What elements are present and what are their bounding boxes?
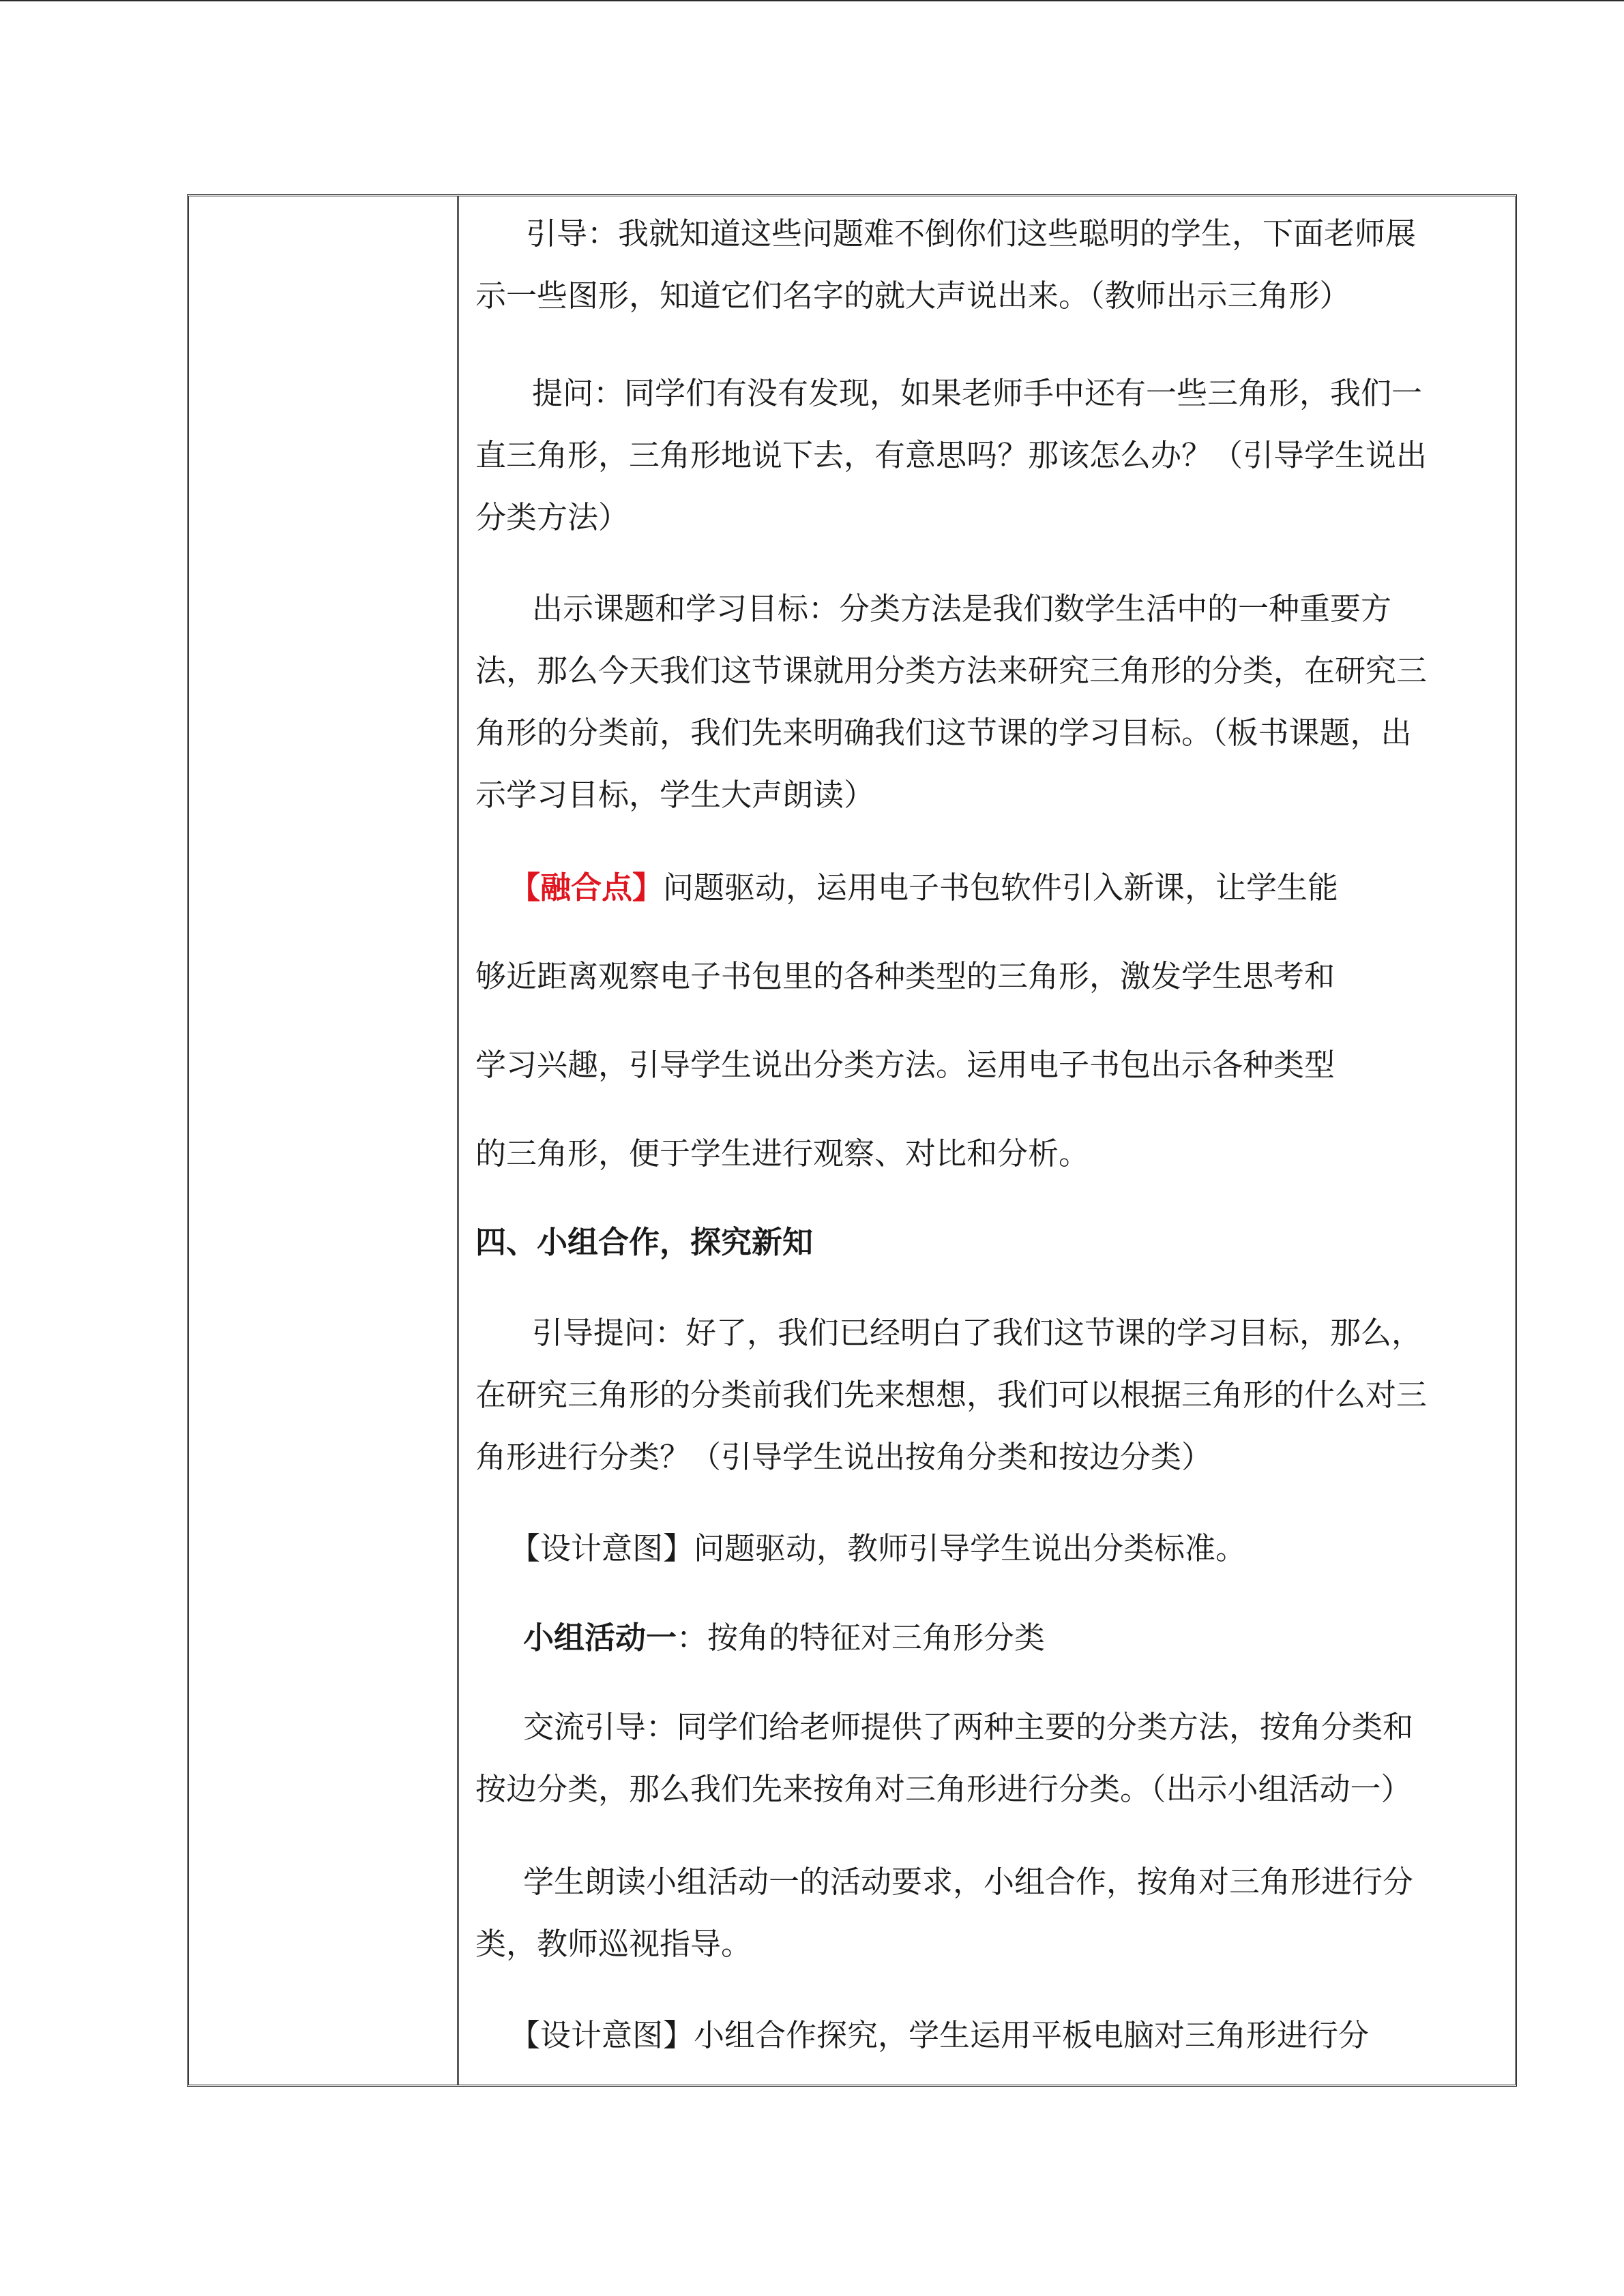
lesson-plan-table <box>187 194 1517 2087</box>
text-line: 引导提问：好了，我们已经明白了我们这节课的学习目标，那么， <box>532 1315 1423 1351</box>
text-line: 出示课题和学习目标：分类方法是我们数学生活中的一种重要方 <box>532 591 1392 627</box>
text-line: 引导：我就知道这些问题难不倒你们这些聪明的学生，下面老师展 <box>526 215 1417 252</box>
design-intent-line: 【设计意图】小组合作探究，学生运用平板电脑对三角形进行分 <box>510 2017 1370 2053</box>
text-line: 的三角形，便于学生进行观察、对比和分析。 <box>475 1135 1090 1172</box>
page-top-rule <box>0 0 1624 1</box>
fusion-point-line <box>510 869 1338 907</box>
text-line: 在研究三角形的分类前我们先来想想，我们可以根据三角形的什么对三 <box>475 1377 1428 1413</box>
activity-line <box>523 1619 1045 1657</box>
content-cell <box>459 196 1515 2085</box>
fusion-point-tag: 【融合点】 <box>510 869 664 906</box>
text-line: 分类方法） <box>475 499 630 535</box>
stage-label-cell <box>189 196 459 2085</box>
text-line: 法，那么今天我们这节课就用分类方法来研究三角形的分类，在研究三 <box>475 653 1428 689</box>
text-line: 提问：同学们有没有发现，如果老师手中还有一些三角形，我们一 <box>532 375 1423 411</box>
design-intent-line: 【设计意图】问题驱动，教师引导学生说出分类标准。 <box>510 1530 1247 1566</box>
text-line: 够近距离观察电子书包里的各种类型的三角形，激发学生思考和 <box>475 958 1335 994</box>
text-line: 示学习目标，学生大声朗读） <box>475 777 875 813</box>
text-span: 问题驱动，运用电子书包软件引入新课，让学生能 <box>663 869 1339 906</box>
text-line: 类，教师巡视指导。 <box>475 1926 752 1962</box>
text-line: 按边分类，那么我们先来按角对三角形进行分类。（出示小组活动一） <box>475 1771 1412 1807</box>
text-line: 角形进行分类？（引导学生说出按角分类和按边分类） <box>475 1439 1213 1475</box>
text-line: 示一些图形，知道它们名字的就大声说出来。（教师出示三角形） <box>475 278 1350 314</box>
text-line: 学生朗读小组活动一的活动要求，小组合作，按角对三角形进行分 <box>523 1864 1414 1900</box>
activity-label: 小组活动一 <box>523 1620 677 1656</box>
text-line: 直三角形，三角形地说下去，有意思吗？那该怎么办？（引导学生说出 <box>475 437 1428 473</box>
text-line: 交流引导：同学们给老师提供了两种主要的分类方法，按角分类和 <box>523 1709 1414 1745</box>
text-span: ：按角的特征对三角形分类 <box>677 1620 1046 1656</box>
section-heading: 四、小组合作，探究新知 <box>475 1224 814 1260</box>
text-line: 角形的分类前，我们先来明确我们这节课的学习目标。（板书课题，出 <box>475 715 1412 751</box>
text-line: 学习兴趣，引导学生说出分类方法。运用电子书包出示各种类型 <box>475 1047 1335 1083</box>
